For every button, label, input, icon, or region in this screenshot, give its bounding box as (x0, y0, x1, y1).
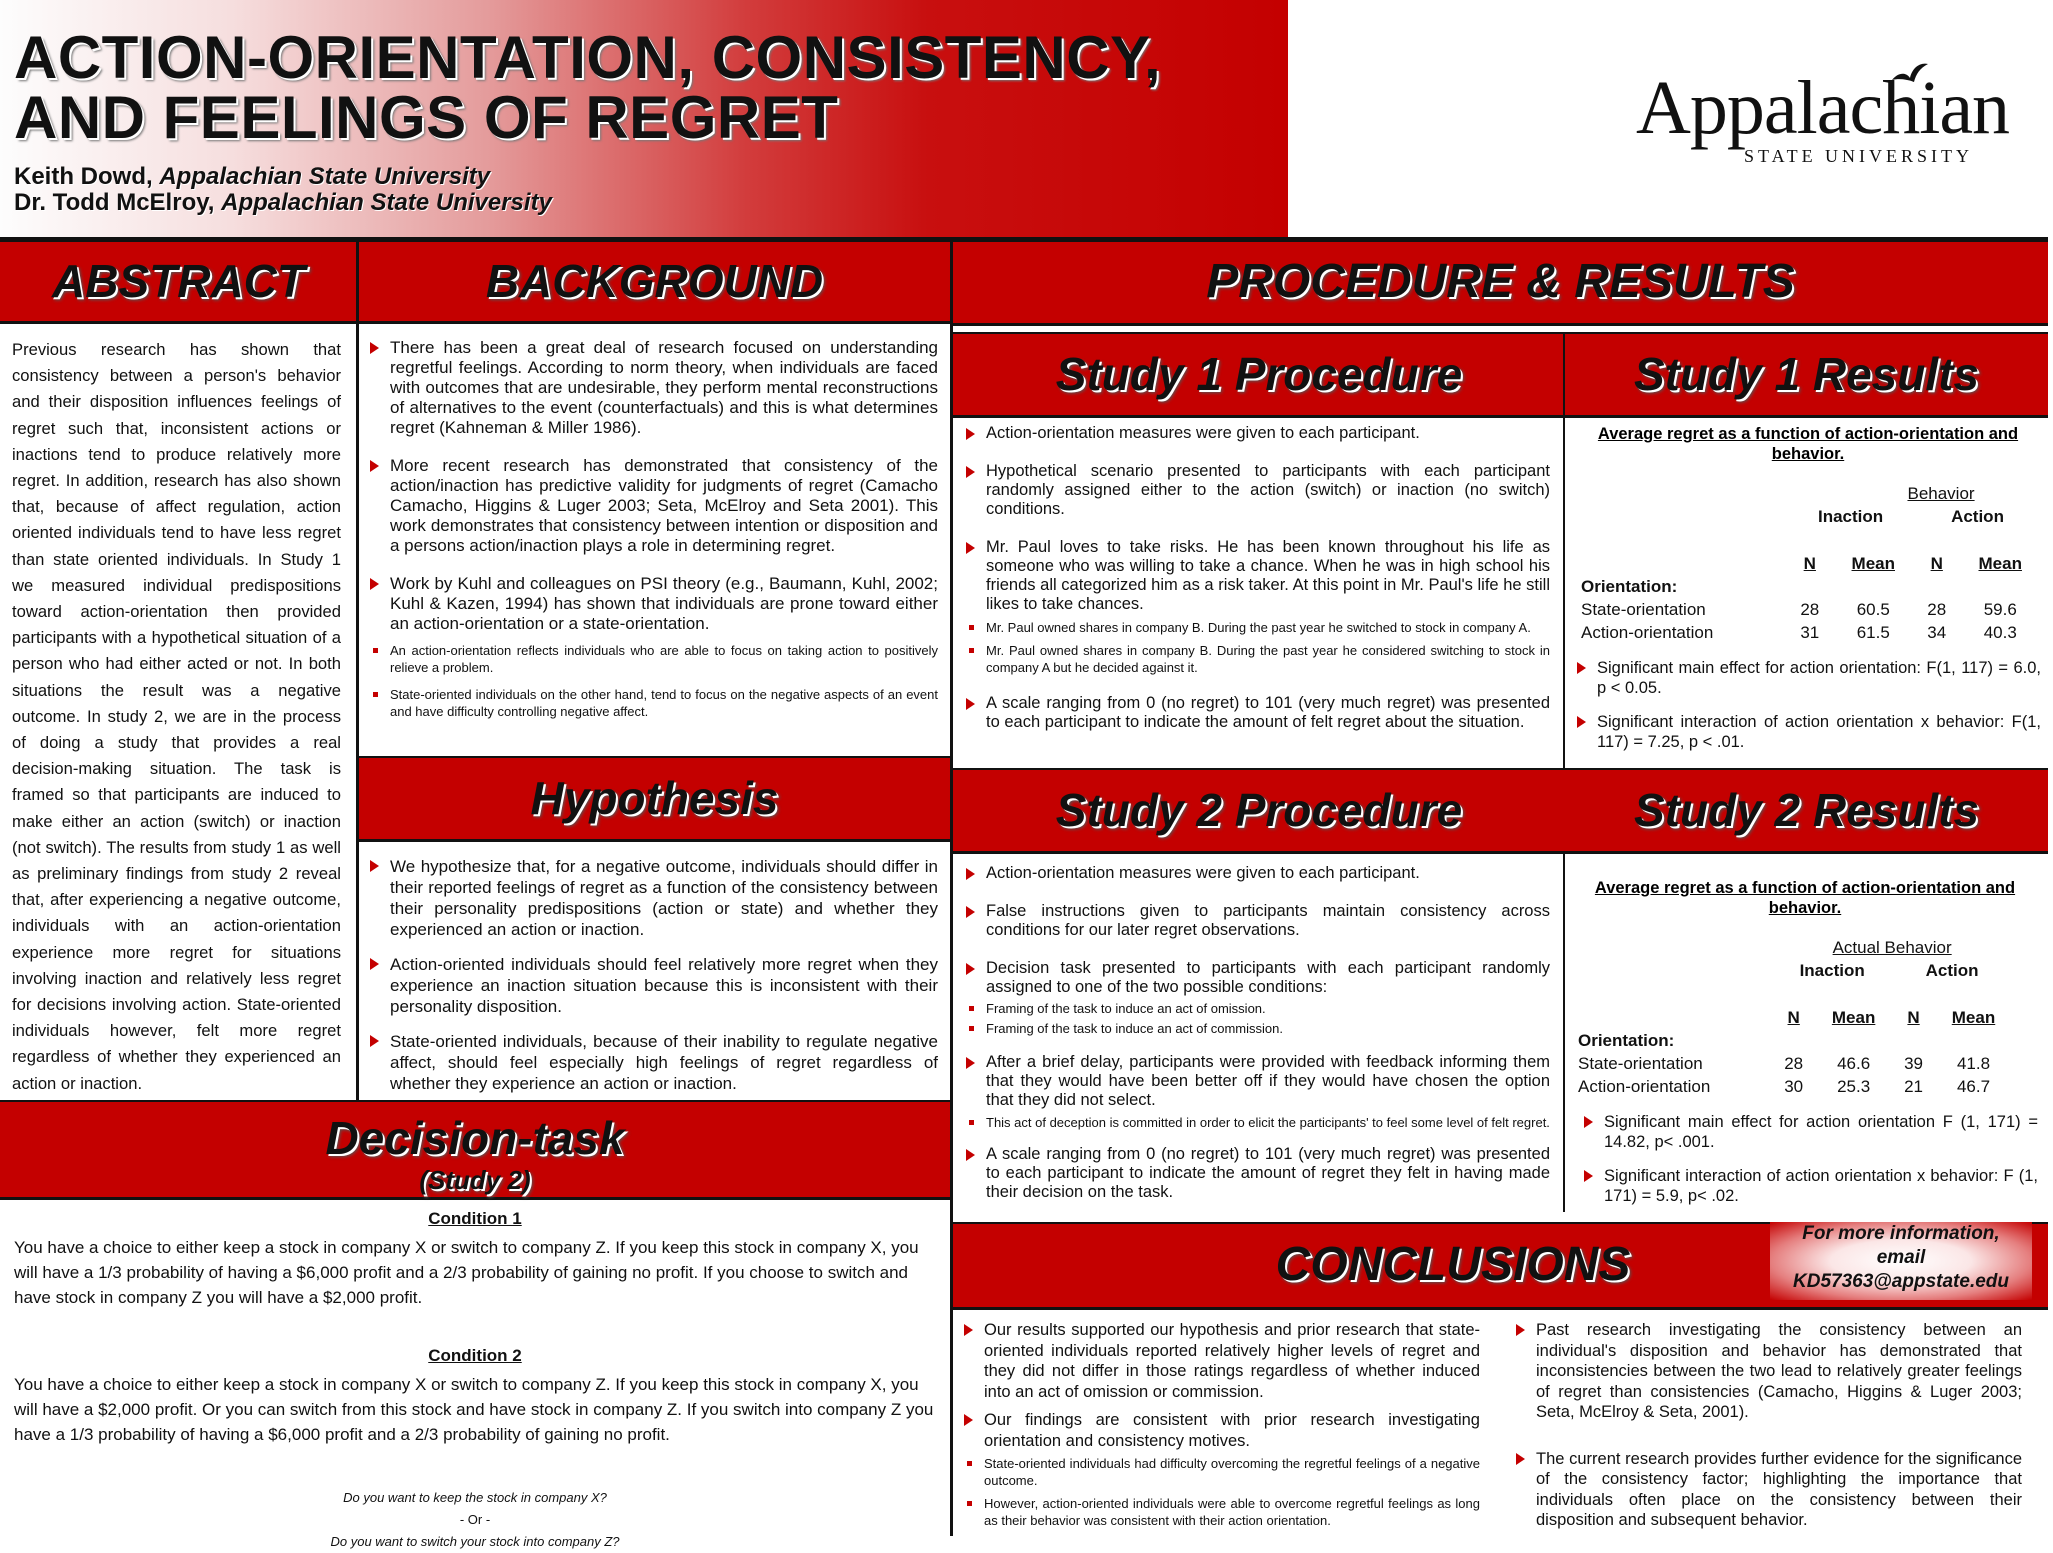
study1-n-header: N (1803, 553, 1816, 573)
cell: 28 (1800, 599, 1820, 619)
cell: 28 (1784, 1053, 1804, 1073)
cell: 30 (1784, 1076, 1804, 1096)
cell: 34 (1927, 622, 1947, 642)
background-content (368, 338, 938, 724)
background-bullet-3: Work by Kuhl and colleagues on PSI theory (e.g., Baumann, Kuhl, 2002; Kuhl & Kazen, 1994) has shown that individuals are prone toward either an action-orientation or a state-orientation. (368, 574, 938, 634)
author-1 (14, 164, 552, 190)
background-heading: BACKGROUND (485, 255, 824, 307)
study2-proc-bullet-1: Action-orientation measures were given to each participant. (964, 864, 1550, 883)
conclusions-left-bullet-1: Our results supported our hypothesis and prior research that state-oriented individuals reported relatively higher levels of regret and they did not differ in those ratings regardless of whether induced into an act of omission or commission. (962, 1320, 1480, 1402)
cell: 28 (1927, 599, 1947, 619)
author-1-affiliation: Appalachian State University (159, 163, 491, 190)
cell: 46.6 (1837, 1053, 1871, 1073)
study2-proc-heading-box (953, 768, 1565, 854)
contact-line-2: email (1876, 1247, 1926, 1268)
table-row (1575, 598, 2041, 621)
conclusions-right-bullet-2: The current research provides further evidence for the significance of the consistency factor; highlighting the importance that individuals often place on the consistency between their disposition and subsequent behavior. (1514, 1449, 2022, 1531)
study1-proc-bullet-3: Mr. Paul loves to take risks. He has been known throughout his life as someone who was willing to take a chance. When he was in high school his friends all categorized him as a risk taker. At this point in Mr. Paul's life he still likes to take chances. (964, 538, 1550, 614)
decision-heading-box (0, 1100, 950, 1200)
author-2 (14, 190, 552, 216)
contact-email: KD57363@appstate.edu (1793, 1271, 2009, 1292)
study2-group-label: Actual Behavior (1832, 937, 1952, 957)
study2-res-heading: Study 2 Results (1633, 784, 1980, 836)
study2-proc-heading: Study 2 Procedure (1055, 784, 1463, 836)
study2-col-inaction: Inaction (1799, 960, 1865, 980)
logo-wordmark: Appalachian (1636, 66, 2010, 150)
study1-res-heading-box (1565, 332, 2048, 418)
study2-res-heading-box (1565, 768, 2048, 854)
condition-1-title: Condition 1 (428, 1209, 522, 1228)
hypothesis-bullet-3: State-oriented individuals, because of their inability to regulate negative affect, should feel especially high feelings of regret regardless of whether they experience an action or inaction. (368, 1031, 938, 1094)
study1-proc-sub-2: Mr. Paul owned shares in company B. During the past year he considered switching to stock in company A but he decided against it. (964, 642, 1550, 676)
table-row (1575, 621, 2041, 644)
study2-orientation-label: Orientation: (1578, 1030, 1675, 1050)
cell: 31 (1800, 622, 1820, 642)
background-bullet-2: More recent research has demonstrated that consistency of the action/inaction has predictive validity for judgments of regret (Camacho Camacho, Higgins & Luger 2003; Seta, McElroy and Seta 2001). This work demonstrates that consistency between intention or disposition and a persons action/inaction plays a role in determining regret. (368, 456, 938, 556)
row-label: Action-orientation (1578, 1076, 1711, 1096)
study1-proc-heading-box (953, 332, 1565, 418)
study1-col-action: Action (1951, 506, 2004, 526)
hypothesis-bullet-1: We hypothesize that, for a negative outcome, individuals should differ in their reported feelings of regret as a function of the consistency between their personality predispositions (action or state) and whether they experienced an action or inaction. (368, 856, 938, 940)
table-row (1572, 1075, 2012, 1098)
study1-proc-heading: Study 1 Procedure (1055, 348, 1463, 400)
study2-col-action: Action (1925, 960, 1979, 980)
cell: 41.8 (1956, 1053, 1991, 1073)
study2-proc-bullet-2: False instructions given to participants maintain consistency across conditions for our later regret observations. (964, 902, 1550, 940)
cell: 21 (1904, 1076, 1923, 1096)
study1-orientation-label: Orientation: (1581, 576, 1678, 596)
column-divider-1 (356, 240, 359, 1102)
study1-n-header: N (1930, 553, 1943, 573)
cell: 25.3 (1837, 1076, 1871, 1096)
procres-heading-box (953, 240, 2048, 326)
study1-col-inaction: Inaction (1817, 506, 1884, 526)
study2-proc-bullet-5: A scale ranging from 0 (no regret) to 101 (very much regret) was presented to each participant to indicate the amount of regret they felt in having made their decision on the task. (964, 1145, 1550, 1202)
study1-proc-bullet-2: Hypothetical scenario presented to participants with each participant randomly assigned either to the action (switch) or inaction (no switch) conditions. (964, 462, 1550, 519)
study1-results-table (1575, 482, 2041, 644)
study2-proc-content (964, 864, 1550, 1216)
condition-2-title: Condition 2 (428, 1346, 522, 1365)
abstract-heading-box (0, 240, 357, 324)
study2-n-header: N (1907, 1007, 1920, 1027)
poster-title (14, 24, 1274, 151)
study1-proc-sub-1: Mr. Paul owned shares in company B. During the past year he switched to stock in company A. (964, 619, 1550, 636)
cell: 39 (1904, 1053, 1923, 1073)
study2-results-content (1572, 878, 2038, 1220)
study1-mean-header: Mean (1978, 553, 2022, 573)
study2-results-table (1572, 936, 2012, 1098)
contact-line-1: For more information, (1802, 1223, 2000, 1244)
conclusions-left (962, 1320, 1480, 1533)
study2-table-title: Average regret as a function of action-orientation and behavior. (1594, 879, 2016, 917)
study2-result-bullet-1: Significant main effect for action orientation F (1, 171) = 14.82, p< .001. (1582, 1112, 2038, 1152)
background-sub-1: An action-orientation reflects individuals who are able to focus on taking action to positively relieve a problem. (368, 642, 938, 676)
study2-mean-header: Mean (1951, 1007, 1996, 1027)
study2-result-bullets (1582, 1112, 2038, 1206)
cell: 61.5 (1856, 622, 1890, 642)
study1-table-title: Average regret as a function of action-orientation and behavior. (1597, 425, 2019, 463)
author-2-name: Dr. Todd McElroy, (14, 189, 222, 216)
study2-result-bullet-2: Significant interaction of action orientation x behavior: F (1, 171) = 5.9, p< .02. (1582, 1166, 2038, 1206)
procres-heading: PROCEDURE & RESULTS (1206, 255, 1795, 308)
conclusions-right-bullet-1: Past research investigating the consistency between an individual's disposition and behavior has demonstrated that inconsistencies between the two lead to relatively greater feelings of regret than consistencies (Camacho, Higgins & Luger 2003; Seta, McElroy & Seta, 2001). (1514, 1320, 2022, 1423)
authors (14, 164, 552, 216)
hypothesis-heading-box (359, 756, 950, 842)
university-logo (1628, 64, 2028, 174)
study1-result-bullet-1: Significant main effect for action orientation: F(1, 117) = 6.0, p < 0.05. (1575, 658, 2041, 698)
background-bullet-1: There has been a great deal of research focused on understanding regretful feelings. According to norm theory, when individuals are faced with outcomes that are undesirable, they perform mental reconstructions of alternatives to the event (counterfactuals) and this is what determines regret (Kahneman & Miller 1986). (368, 338, 938, 438)
table-row (1572, 1052, 2012, 1075)
title-line-2: AND FEELINGS OF REGRET (14, 84, 839, 151)
conclusions-heading: CONCLUSIONS (1275, 1238, 1631, 1291)
row-label: State-orientation (1578, 1053, 1703, 1073)
study1-group-label: Behavior (1907, 483, 1975, 503)
study2-n-header: N (1787, 1007, 1800, 1027)
decision-content (14, 1206, 936, 1553)
hypothesis-content (368, 856, 938, 1108)
contact-info (1770, 1222, 2032, 1300)
row-label: State-orientation (1581, 599, 1706, 619)
conclusions-left-bullet-2: Our findings are consistent with prior research investigating orientation and consistency motives. (962, 1410, 1480, 1451)
abstract-heading: ABSTRACT (52, 255, 305, 307)
cell: 59.6 (1983, 599, 2017, 619)
author-2-affiliation: Appalachian State University (221, 189, 552, 216)
logo-subtitle: STATE UNIVERSITY (1744, 146, 1974, 166)
decision-heading: Decision-task (325, 1112, 625, 1164)
study1-proc-bullet-4: A scale ranging from 0 (no regret) to 101 (very much regret) was presented to each participant to indicate the amount of felt regret about the situation. (964, 694, 1550, 732)
decision-or: - Or - (459, 1512, 491, 1527)
cell: 46.7 (1956, 1076, 1991, 1096)
study1-res-heading: Study 1 Results (1633, 348, 1980, 400)
conclusions-left-sub-1: State-oriented individuals had difficulty overcoming the regretful feelings of a negative outcome. (962, 1455, 1480, 1489)
column-divider-2 (950, 240, 953, 1536)
study1-proc-bullet-1: Action-orientation measures were given to each participant. (964, 424, 1550, 443)
study2-mean-header: Mean (1831, 1007, 1876, 1027)
row-label: Action-orientation (1581, 622, 1714, 642)
hypothesis-heading: Hypothesis (530, 772, 779, 824)
author-1-name: Keith Dowd, (14, 163, 160, 190)
study1-mean-header: Mean (1851, 553, 1895, 573)
hypothesis-bullet-2: Action-oriented individuals should feel relatively more regret when they experience an inaction situation because this is inconsistent with their personality disposition. (368, 954, 938, 1017)
study1-results-content (1575, 424, 2041, 766)
decision-question-2: Do you want to switch your stock into company Z? (330, 1534, 620, 1549)
decision-subheading: (Study 2) (419, 1165, 531, 1195)
condition-1-text: You have a choice to either keep a stock in company X or switch to company Z. If you keep this stock in company X, you will have a 1/3 probability of having a $6,000 profit and a 2/3 probability of gaining no profit. If you choose to switch and have stock in company Z you will have a $2,000 profit. (14, 1238, 919, 1307)
cell: 60.5 (1856, 599, 1890, 619)
cell: 40.3 (1983, 622, 2017, 642)
conclusions-right (1514, 1320, 2022, 1545)
title-line-1: ACTION-ORIENTATION, CONSISTENCY, (14, 24, 1162, 91)
study2-proc-sub-1: Framing of the task to induce an act of omission. (964, 1000, 1550, 1017)
study2-proc-sub-3: This act of deception is committed in order to elicit the participants' to feel some level of felt regret. (964, 1114, 1550, 1131)
study2-proc-bullet-4: After a brief delay, participants were provided with feedback informing them that they would have been better off if they would have chosen the option that they did not select. (964, 1053, 1550, 1110)
condition-2-text: You have a choice to either keep a stock in company X or switch to company Z. If you keep this stock in company X, you will have a $2,000 profit. Or you can switch from this stock and have stock in company Z. If you switch into company Z you have a 1/3 probability of having a $6,000 profit and a 2/3 probability of gaining no profit. (14, 1375, 934, 1444)
background-sub-2: State-oriented individuals on the other hand, tend to focus on the negative aspects of an event and have difficulty controlling negative affect. (368, 686, 938, 720)
study1-result-bullet-2: Significant interaction of action orientation x behavior: F(1, 117) = 7.25, p < .01. (1575, 712, 2041, 752)
study2-proc-bullet-3: Decision task presented to participants with each participant randomly assigned to one of the two possible conditions: (964, 959, 1550, 997)
conclusions-left-sub-2: However, action-oriented individuals were able to overcome regretful feelings as long as their behavior was consistent with their action orientation. (962, 1495, 1480, 1529)
study1-result-bullets (1575, 658, 2041, 752)
abstract-text: Previous research has shown that consistency between a person's behavior and their disposition influences feelings of regret such that, inconsistent actions or inactions tend to produce relatively more regret. In addition, research has also shown that, because of affect regulation, action oriented individuals tend to have less regret than state oriented individuals. In Study 1 we measured individual predispositions toward action-orientation then provided participants with a hypothetical situation of a person who had either acted or not. In both situations the result was a negative outcome. In study 2, we are in the process of doing a study that provides a real decision-making situation. The task is framed so that participants are induced to make either an action (switch) or inaction (not switch). The results from study 1 as well as preliminary findings from study 2 reveal that, after experiencing a negative outcome, individuals with an action-orientation experience more regret for situations involving inaction and relatively less regret for decisions involving action. State-oriented individuals however, felt more regret regardless of whether they experienced an action or inaction. (12, 340, 341, 1093)
study2-proc-sub-2: Framing of the task to induce an act of commission. (964, 1020, 1550, 1037)
decision-question-1: Do you want to keep the stock in company X? (343, 1490, 607, 1505)
background-heading-box (359, 240, 950, 324)
study1-proc-content (964, 424, 1550, 746)
